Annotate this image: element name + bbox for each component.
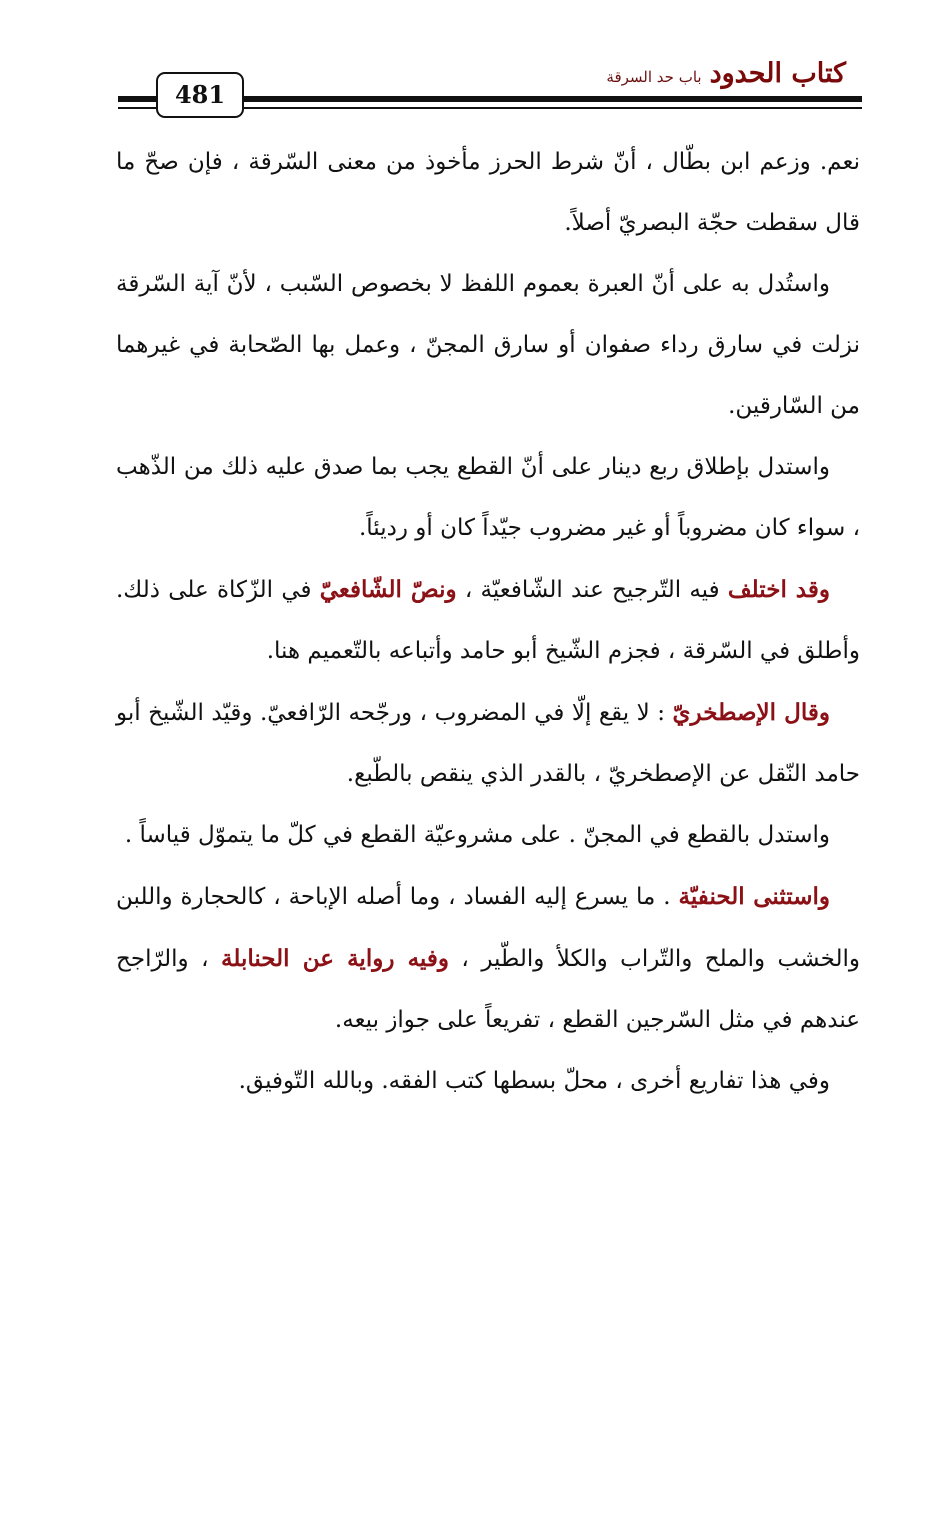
paragraph — [116, 866, 860, 1051]
text-segment: . ما يسرع إليه الفساد ، وما أصله الإباحة ، كالحجارة واللبن والخشب والملح والتّراب والكلأ والطّير ، — [116, 884, 860, 972]
text-segment: في الزّكاة على ذلك. وأطلق في السّرقة ، فجزم الشّيخ أبو حامد وأتباعه بالتّعميم هنا. — [116, 577, 860, 664]
text-segment: واستدل بالقطع في المجنّ . على مشروعيّة القطع في كلّ ما يتموّل قياساً . — [124, 822, 830, 848]
highlighted-term: وقال الإصطخريّ — [672, 699, 830, 726]
text-segment: فيه التّرجيح عند الشّافعيّة ، — [456, 577, 728, 603]
text-segment: نعم. وزعم ابن بطّال ، أنّ شرط الحرز مأخوذ من معنى السّرقة ، فإن صحّ ما قال سقطت حجّة البصريّ أصلاً. — [116, 149, 860, 236]
highlighted-term: وفيه رواية عن الحنابلة — [221, 945, 449, 972]
book-title: كتاب الحدود — [709, 58, 846, 89]
running-title — [606, 58, 846, 89]
paragraph — [116, 805, 860, 866]
paragraph — [116, 254, 860, 437]
page-header — [110, 50, 862, 120]
text-segment: وفي هذا تفاريع أخرى ، محلّ بسطها كتب الفقه. وبالله التّوفيق. — [238, 1068, 830, 1094]
text-segment: واستُدل به على أنّ العبرة بعموم اللفظ لا بخصوص السّبب ، لأنّ آية السّرقة نزلت في سارق رداء صفوان أو سارق المجنّ ، وعمل بها الصّحابة في غيرهما من السّارقين. — [116, 271, 860, 419]
text-segment: ، والرّاجح عندهم في مثل السّرجين القطع ، تفريعاً على جواز بيعه. — [116, 946, 860, 1033]
body-text — [116, 132, 860, 1112]
text-segment: واستدل بإطلاق ربع دينار على أنّ القطع يجب بما صدق عليه ذلك من الذّهب ، سواء كان مضروباً أو غير مضروب جيّداً كان أو رديئاً. — [116, 454, 860, 541]
highlighted-term: وقد اختلف — [727, 576, 830, 603]
section-title: باب حد السرقة — [606, 68, 702, 86]
paragraph — [116, 682, 860, 805]
paragraph — [116, 559, 860, 682]
highlighted-term: ونصّ الشّافعيّ — [319, 576, 457, 603]
paragraph — [116, 1051, 860, 1112]
text-segment: : لا يقع إلّا في المضروب ، ورجّحه الرّافعيّ. وقيّد الشّيخ أبو حامد النّقل عن الإصطخريّ ، بالقدر الذي ينقص بالطّبع. — [116, 700, 860, 787]
highlighted-term: واستثنى الحنفيّة — [678, 883, 831, 910]
paragraph — [116, 132, 860, 254]
paragraph — [116, 437, 860, 559]
page-number: 481 — [156, 72, 244, 118]
